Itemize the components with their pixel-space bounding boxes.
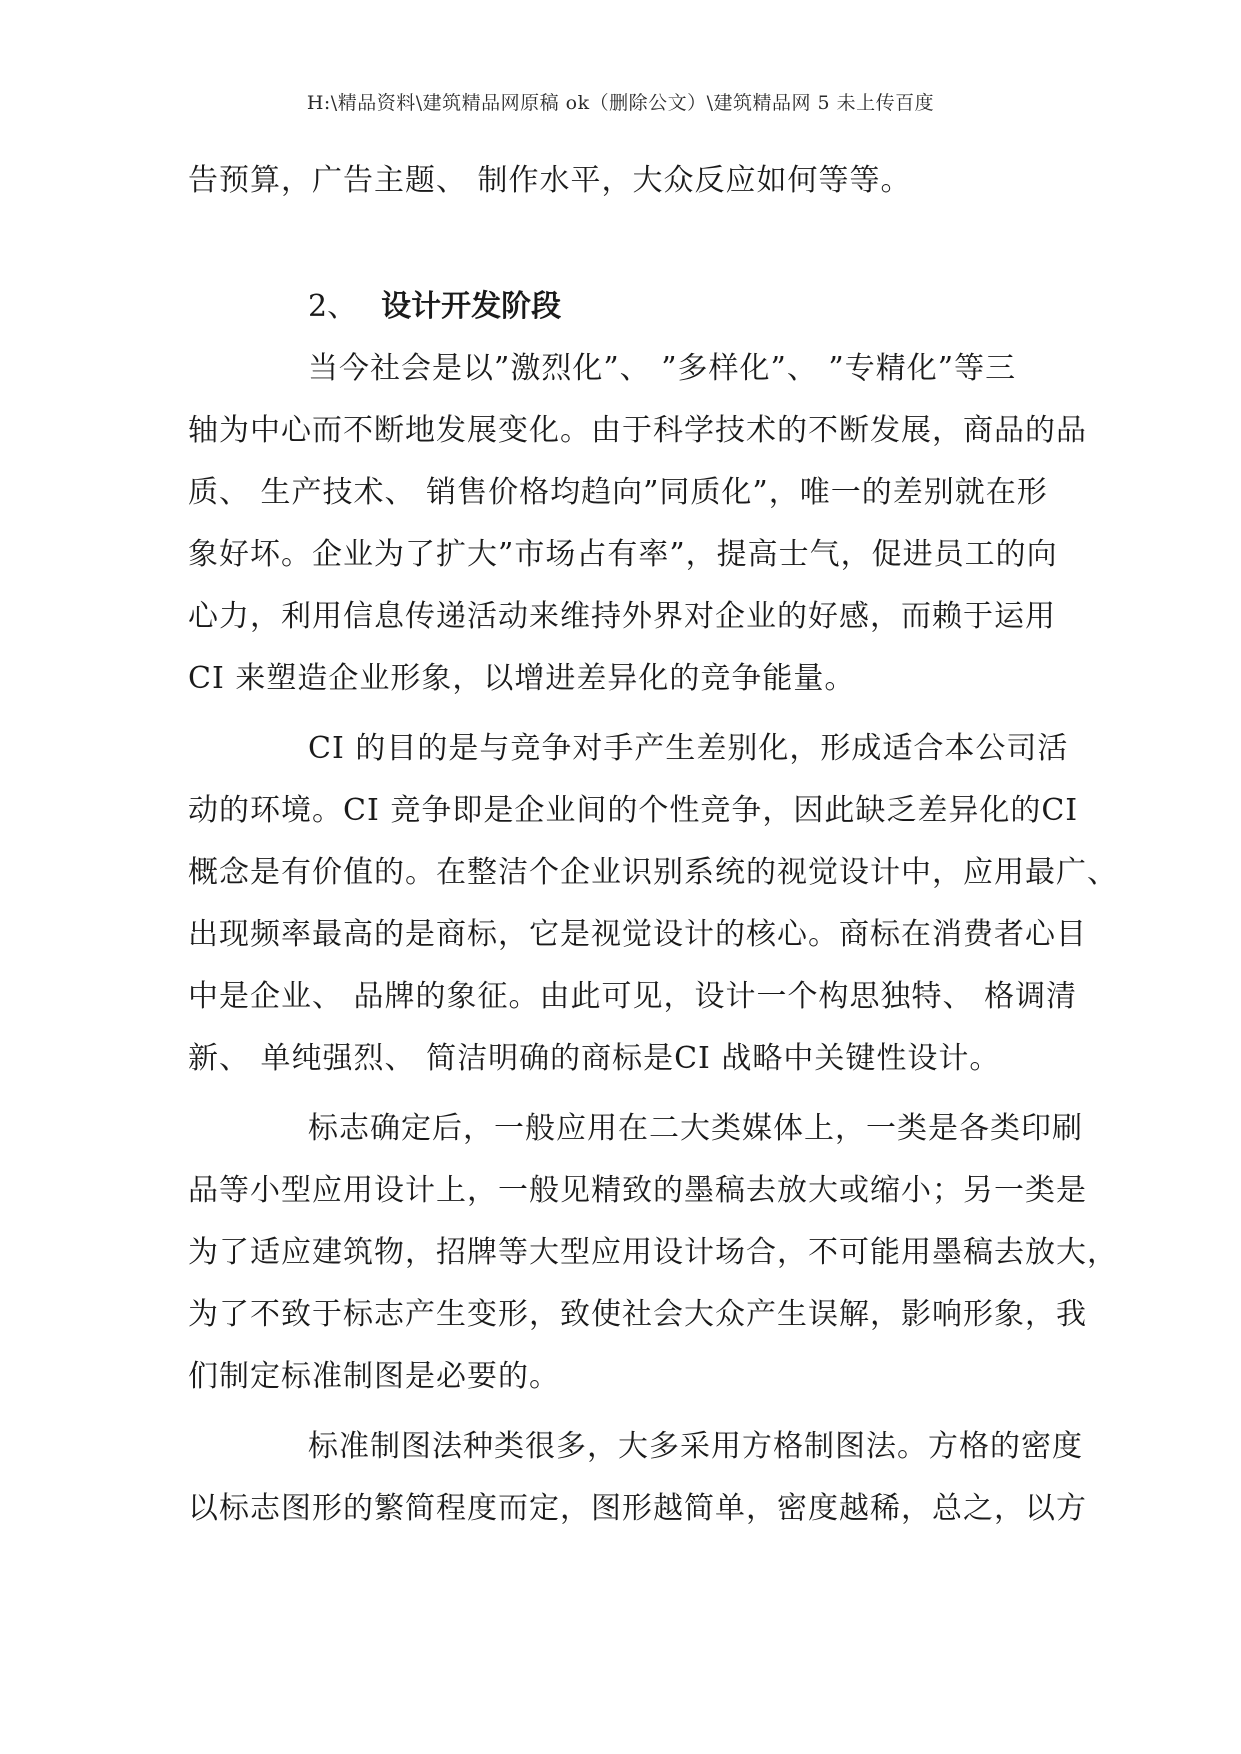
paragraph-4 [188, 1416, 1087, 1540]
paragraph-line: 为了适应建筑物，招牌等大型应用设计场合，不可能用墨稿去放大， [188, 1235, 1118, 1270]
paragraph-line: CI 的目的是与竞争对手产生差别化，形成适合本公司活 [308, 731, 1069, 766]
paragraph-line: 以标志图形的繁简程度而定，图形越简单，密度越稀，总之，以方 [188, 1491, 1087, 1526]
paragraph-line: 质、 生产技术、 销售价格均趋向”同质化”，唯一的差别就在形 [188, 475, 1048, 510]
paragraph-line: 品等小型应用设计上，一般见精致的墨稿去放大或缩小；另一类是 [188, 1173, 1087, 1208]
paragraph-line: 新、 单纯强烈、 简洁明确的商标是CI 战略中关键性设计。 [188, 1041, 1001, 1076]
paragraph-line: 当今社会是以”激烈化”、 ”多样化”、 ”专精化”等三 [308, 351, 1017, 386]
document-body [188, 150, 1118, 1540]
paragraph-line: 动的环境。CI 竞争即是企业间的个性竞争，因此缺乏差异化的CI [188, 793, 1079, 828]
paragraph-line: 中是企业、 品牌的象征。由此可见，设计一个构思独特、 格调清 [188, 979, 1078, 1014]
paragraph-line: 出现频率最高的是商标，它是视觉设计的核心。商标在消费者心目 [188, 917, 1087, 952]
paragraph-line: 们制定标准制图是必要的。 [188, 1359, 560, 1394]
section-heading [188, 276, 1068, 338]
paragraph-1 [188, 338, 1087, 710]
spacer [188, 1090, 1068, 1098]
paragraph-line: 为了不致于标志产生变形，致使社会大众产生误解，影响形象，我 [188, 1297, 1087, 1332]
spacer [188, 212, 1068, 276]
paragraph-line: 标准制图法种类很多，大多采用方格制图法。方格的密度 [308, 1429, 1083, 1464]
section-number: 2、 [308, 289, 358, 324]
spacer [188, 1408, 1068, 1416]
paragraph-line: 心力，利用信息传递活动来维持外界对企业的好感，而赖于运用 [188, 599, 1056, 634]
section-title: 设计开发阶段 [381, 289, 562, 324]
spacer [188, 710, 1068, 718]
paragraph-line: CI 来塑造企业形象，以增进差异化的竞争能量。 [188, 661, 856, 696]
intro-line: 告预算，广告主题、 制作水平，大众反应如何等等。 [188, 163, 912, 198]
paragraph-line: 轴为中心而不断地发展变化。由于科学技术的不断发展，商品的品 [188, 413, 1087, 448]
paragraph-3 [188, 1098, 1118, 1408]
paragraph-line: 概念是有价值的。在整洁个企业识别系统的视觉设计中，应用最广、 [188, 855, 1118, 890]
paragraph-line: 象好坏。企业为了扩大”市场占有率”，提高士气，促进员工的向 [188, 537, 1058, 572]
paragraph-2 [188, 718, 1118, 1090]
paragraph-line: 标志确定后，一般应用在二大类媒体上，一类是各类印刷 [308, 1111, 1083, 1146]
page-header-path: H:\精品资料\建筑精品网原稿 ok（删除公文）\建筑精品网 5 未上传百度 [306, 92, 935, 114]
